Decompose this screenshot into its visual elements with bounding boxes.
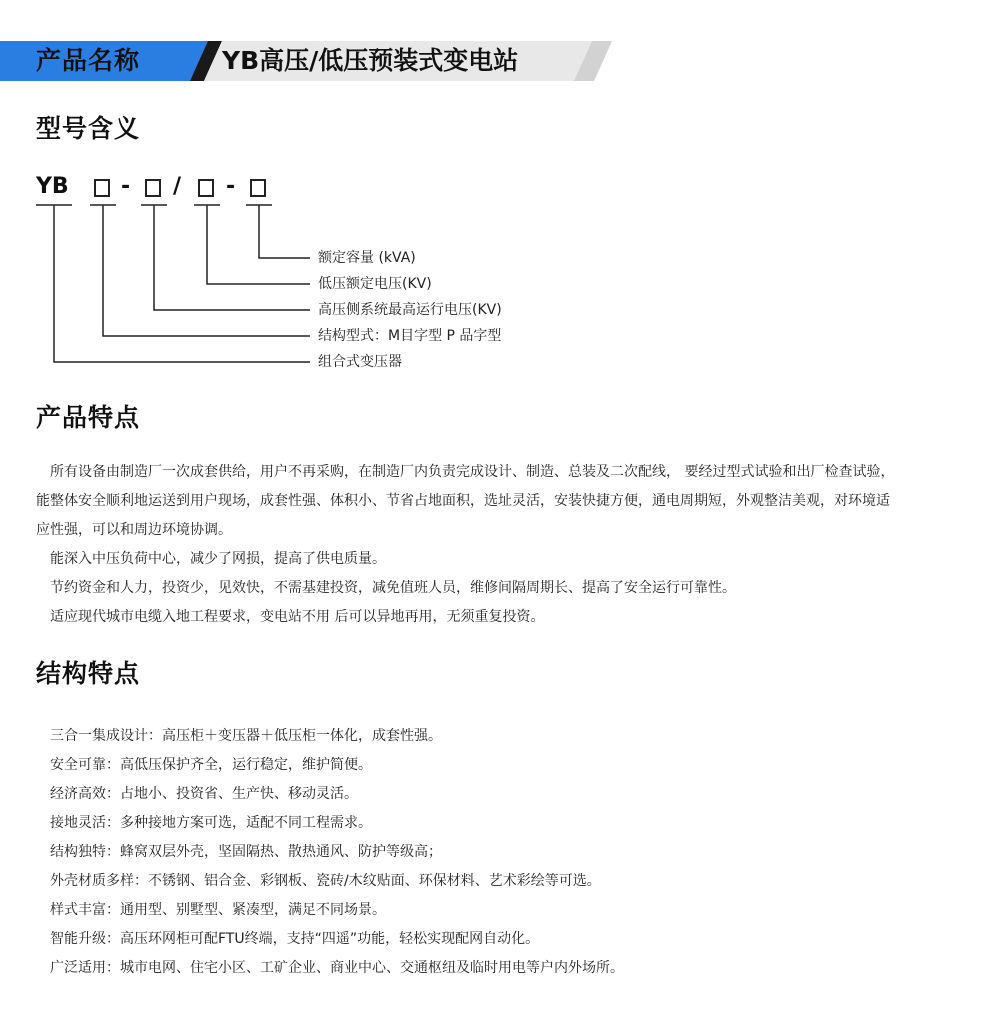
legend-rated-capacity: 额定容量 (kVA): [318, 250, 416, 266]
legend-transformer-type: 组合式变压器: [318, 354, 402, 370]
code-separator-1: -: [121, 174, 131, 199]
structure-line-1: 三合一集成设计：高压柜＋变压器＋低压柜一体化，成套性强。: [50, 728, 442, 744]
code-separator-3: -: [226, 174, 236, 199]
code-separator-2: /: [173, 174, 182, 199]
features-line-3: 适应现代城市电缆入地工程要求，变电站不用 后可以异地再用，无须重复投资。: [50, 609, 545, 625]
structure-line-6: 外壳材质多样：不锈钢、铝合金、彩钢板、瓷砖/木纹贴面、环保材料、艺术彩绘等可选。: [50, 873, 601, 889]
structure-line-3: 经济高效：占地小、投资省、生产快、移动灵活。: [50, 786, 358, 802]
structure-line-8: 智能升级：高压环网柜可配FTU终端，支持“四遥”功能，轻松实现配网自动化。: [50, 931, 540, 947]
legend-low-voltage: 低压额定电压(KV): [318, 276, 432, 292]
structure-line-7: 样式丰富：通用型、别墅型、紧凑型，满足不同场景。: [50, 902, 386, 918]
structure-line-5: 结构独特：蜂窝双层外壳，坚固隔热、散热通风、防护等级高；: [50, 844, 442, 860]
structure-heading: 结构特点: [36, 659, 141, 688]
model-meaning-heading: 型号含义: [36, 114, 141, 143]
features-line-1: 能深入中压负荷中心，减少了网损，提高了供电质量。: [50, 551, 386, 567]
legend-structure-type: 结构型式：M目字型 P 品字型: [318, 328, 502, 344]
legend-high-voltage: 高压侧系统最高运行电压(KV): [318, 302, 502, 318]
model-prefix: YB: [36, 174, 69, 199]
structure-line-2: 安全可靠：高低压保护齐全，运行稳定，维护简便。: [50, 757, 372, 773]
product-name: YB高压/低压预装式变电站: [222, 46, 519, 75]
structure-line-4: 接地灵活：多种接地方案可选，适配不同工程需求。: [50, 815, 372, 831]
features-paragraph: 所有设备由制造厂一次成套供给，用户不再采购，在制造厂内负责完成设计、制造、总装及二次配线， 要经过型式试验和出厂检查试验，能整体安全顺利地运送到用户现场，成套性强、体积小、节省占地面积，选址灵活，安装快捷方便，通电周期短，外观整洁美观，对环境适应性强，可以和周边环境协调。: [36, 464, 895, 538]
features-line-2: 节约资金和人力，投资少，见效快，不需基建投资，减免值班人员，维修间隔周期长、提高了安全运行可靠性。: [50, 580, 736, 596]
structure-line-9: 广泛适用：城市电网、住宅小区、工矿企业、商业中心、交通枢纽及临时用电等户内外场所。: [50, 960, 624, 976]
model-diagram-lines: [0, 0, 1000, 380]
banner-label: 产品名称: [36, 46, 141, 75]
features-heading: 产品特点: [36, 403, 141, 432]
